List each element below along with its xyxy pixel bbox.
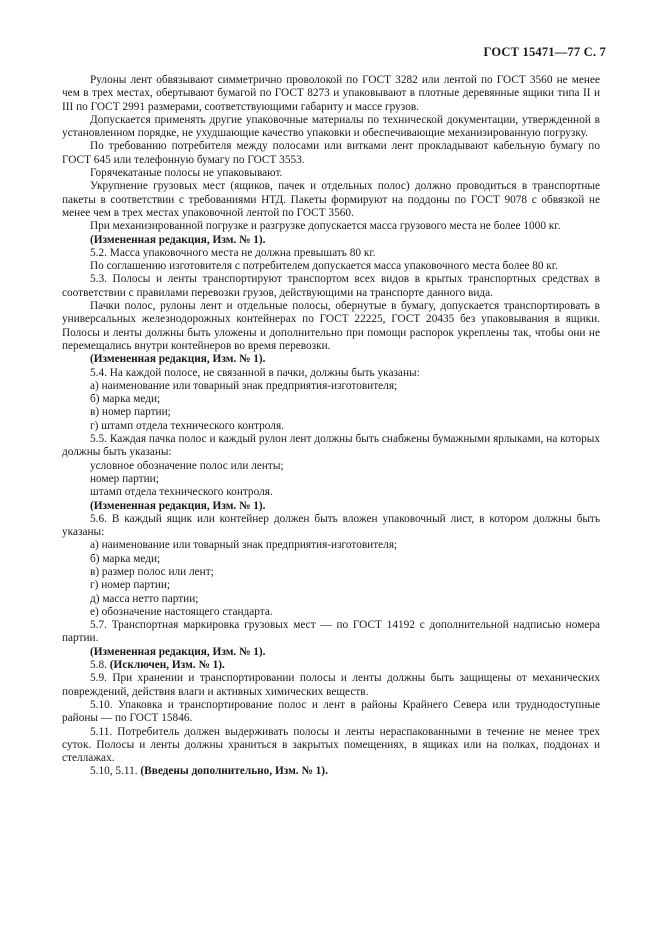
paragraph: Рулоны лент обвязывают симметрично проволокой по ГОСТ 3282 или лентой по ГОСТ 3560 не менее чем в трех местах, обертывают бумагой по ГОСТ 8273 и упаковывают в плотные деревянные ящики типа II и III по ГОСТ 2991 размерами, соответствующими габариту и массе грузов. bbox=[62, 74, 600, 113]
list-item: а) наименование или товарный знак предприятия-изготовителя; bbox=[90, 539, 398, 552]
paragraph: По требованию потребителя между полосами или витками лент прокладывают кабельную бумагу по ГОСТ 645 или телефонную бумагу по ГОСТ 3553. bbox=[62, 140, 600, 166]
clause-5-10: 5.10. Упаковка и транспортирование полос и лент в районы Крайнего Севера или труднодоступные районы — по ГОСТ 15846. bbox=[62, 698, 600, 725]
page-header: ГОСТ 15471—77 С. 7 bbox=[483, 45, 606, 59]
list-item: г) штамп отдела технического контроля. bbox=[90, 419, 284, 432]
paragraph: По соглашению изготовителя с потребителем допускается масса упаковочного места более 80 кг. bbox=[90, 260, 558, 273]
amendment-note: (Измененная редакция, Изм. № 1). bbox=[90, 233, 266, 246]
paragraph: Допускается применять другие упаковочные материалы по технической документации, утвержденной в установленном порядке, не ухудшающие качество упаковки и обеспечивающие механизированную погрузку. bbox=[62, 113, 600, 140]
list-item: штамп отдела технического контроля. bbox=[90, 486, 273, 499]
paragraph: При механизированной погрузке и разгрузке допускается масса грузового места не более 1000 кг. bbox=[90, 220, 561, 233]
clause-5-11: 5.11. Потребитель должен выдерживать полосы и ленты нераспакованными в течение не менее трех суток. Полосы и ленты должны храниться в закрытых помещениях, в ящиках или на полках, поддонах и стеллажах. bbox=[62, 725, 600, 765]
list-item: б) марка меди; bbox=[90, 393, 161, 406]
amendment-note: 5.10, 5.11. (Введены дополнительно, Изм. № 1). bbox=[90, 765, 328, 778]
clause-5-5: 5.5. Каждая пачка полос и каждый рулон лент должны быть снабжены бумажными ярлыками, на которых должны быть указаны: bbox=[62, 433, 600, 459]
list-item: б) марка меди; bbox=[90, 552, 161, 565]
clause-5-8: 5.8. (Исключен, Изм. № 1). bbox=[90, 659, 225, 672]
paragraph: Укрупнение грузовых мест (ящиков, пачек и отдельных полос) должно проводиться в транспортные пакеты в соответствии с требованиями НТД. Пакеты формируют на поддоны по ГОСТ 9078 с обвязкой не менее чем в трех местах упаковочной лентой по ГОСТ 3560. bbox=[62, 180, 600, 219]
clause-5-4: 5.4. На каждой полосе, не связанной в пачки, должны быть указаны: bbox=[90, 366, 420, 379]
list-item: а) наименование или товарный знак предприятия-изготовителя; bbox=[90, 379, 398, 392]
clause-5-2: 5.2. Масса упаковочного места не должна превышать 80 кг. bbox=[90, 246, 376, 259]
amendment-note: (Измененная редакция, Изм. № 1). bbox=[90, 353, 266, 366]
paragraph: Горячекатаные полосы не упаковывают. bbox=[90, 167, 283, 180]
amendment-note: (Измененная редакция, Изм. № 1). bbox=[90, 645, 266, 658]
clause-5-3: 5.3. Полосы и ленты транспортируют транспортом всех видов в крытых транспортных средствах в соответствии с правилами перевозки грузов, действующими на транспорте данного вида. bbox=[62, 273, 600, 299]
list-item: номер партии; bbox=[90, 472, 159, 485]
paragraph: Пачки полос, рулоны лент и отдельные полосы, обернутые в бумагу, допускается транспортировать в универсальных железнодорожных контейнерах по ГОСТ 22225, ГОСТ 20435 без упаковывания в ящики. Полосы и ленты должны быть уложены и дополнительно при помощи распорок укреплены так, чтобы они не перемещались внутри контейнеров во время перевозки. bbox=[62, 300, 600, 352]
amendment-note: (Измененная редакция, Изм. № 1). bbox=[90, 499, 266, 512]
clause-5-7: 5.7. Транспортная маркировка грузовых мест — по ГОСТ 14192 с дополнительной надписью номера партии. bbox=[62, 619, 600, 645]
list-item: условное обозначение полос или ленты; bbox=[90, 459, 284, 472]
document-body bbox=[62, 74, 600, 779]
list-item: г) номер партии; bbox=[90, 579, 171, 592]
list-item: е) обозначение настоящего стандарта. bbox=[90, 605, 273, 618]
list-item: в) номер партии; bbox=[90, 406, 171, 419]
list-item: д) масса нетто партии; bbox=[90, 592, 199, 605]
clause-5-9: 5.9. При хранении и транспортировании полосы и ленты должны быть защищены от механических повреждений, действия влаги и активных химических веществ. bbox=[62, 672, 600, 698]
clause-5-6: 5.6. В каждый ящик или контейнер должен быть вложен упаковочный лист, в котором должны быть указаны: bbox=[62, 512, 600, 539]
list-item: в) размер полос или лент; bbox=[90, 565, 214, 578]
